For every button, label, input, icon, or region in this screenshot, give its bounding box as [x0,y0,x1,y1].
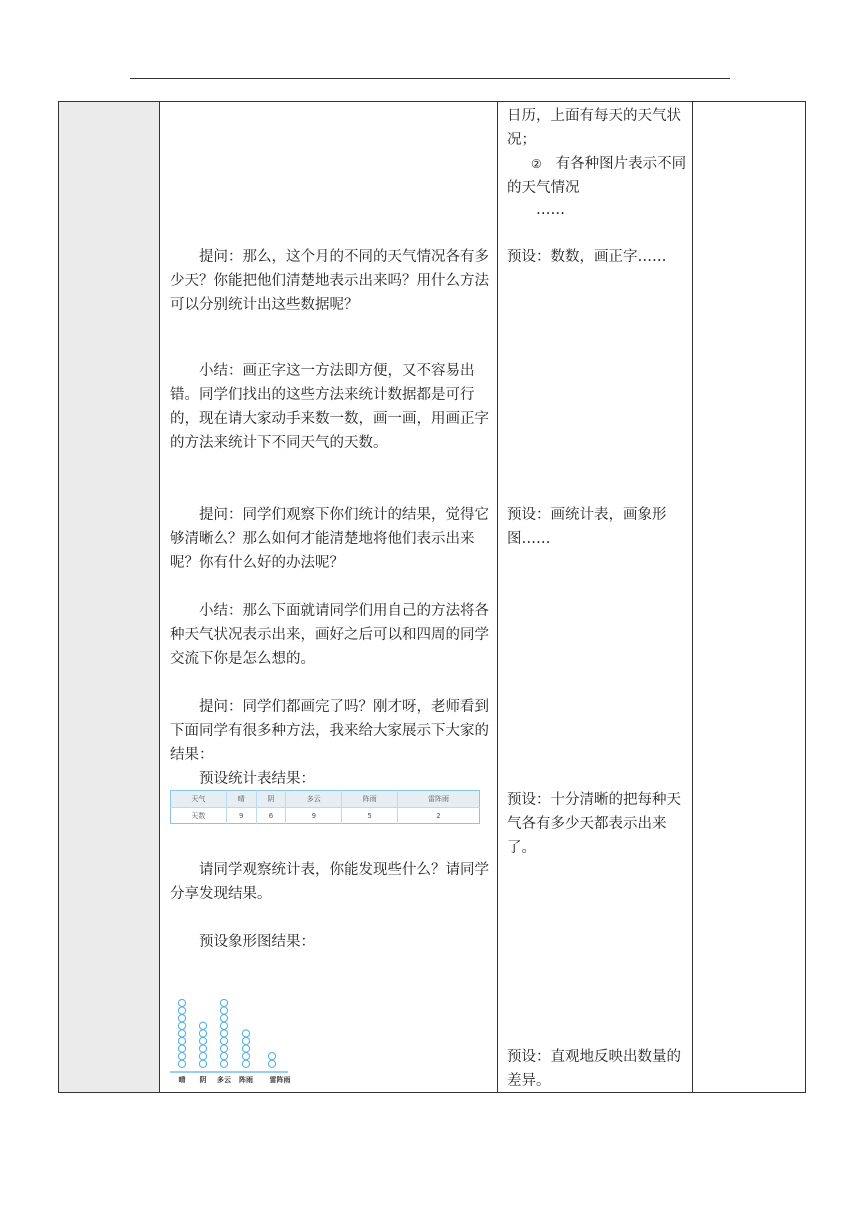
pictograph-circle-多云 [220,1015,227,1022]
table-result-intro: 预设统计表结果： [199,771,315,787]
stat-days-cell: 9 [226,808,256,824]
pictograph-circle-阴 [199,1030,206,1037]
stat-weather-cell: 晴 [226,791,256,808]
pictograph-circle-多云 [220,1022,227,1029]
answer-pictures-text: 有各种图片表示不同的天气情况 [507,156,687,196]
stat-row-header: 天气 [171,791,227,808]
column-notes [693,102,805,1092]
pictograph-intro: 预设象形图结果： [199,934,315,950]
pictograph-circle-晴 [178,999,185,1006]
pictograph-circle-晴 [178,1015,185,1022]
pictograph-chart [170,972,310,1092]
answer-intuitive-difference: 预设：直观地反映出数量的差异。 [507,1049,681,1089]
question-count-days: 提问：那么，这个月的不同的天气情况各有多少天？你能把他们清楚地表示出来吗？用什么方法可以分别统计出这些数据呢？ [170,249,489,313]
question-show-results: 提问：同学们都画完了吗？刚才呀，老师看到下面同学有很多种方法，我来给大家展示下大家的结果： [170,699,489,763]
pictograph-category-label: 多云 [217,1076,231,1084]
pictograph-circle-阴 [199,1045,206,1052]
stat-weather-cell: 雷阵雨 [398,791,480,808]
stat-header-row [171,791,480,808]
pictograph-circle-晴 [178,1060,185,1067]
pictograph-circle-阴 [199,1053,206,1060]
pictograph-circle-多云 [220,1060,227,1067]
pictograph-category-label: 阴 [199,1076,207,1084]
pictograph-circle-雷阵雨 [268,1060,275,1067]
pictograph-circle-晴 [178,1037,185,1044]
answer-clear-display: 预设：十分清晰的把每种天气各有多少天都表示出来了。 [507,792,681,856]
column-student-activity [498,102,693,1092]
pictograph-circle-多云 [220,1045,227,1052]
pictograph-category-label: 阵雨 [239,1076,253,1084]
pictograph-circle-阵雨 [242,1045,249,1052]
answer-ellipsis: …… [536,202,565,218]
stat-days-cell: 5 [342,808,398,824]
stat-weather-cell: 阴 [256,791,286,808]
pictograph-circle-阴 [199,1060,206,1067]
pictograph-circle-阵雨 [242,1037,249,1044]
pictograph-circle-雷阵雨 [268,1053,275,1060]
lesson-plan-table [58,101,806,1093]
pictograph-circle-阵雨 [242,1030,249,1037]
pictograph-circle-多云 [220,1030,227,1037]
pictograph-circle-晴 [178,1045,185,1052]
pictograph-circle-晴 [178,1022,185,1029]
pictograph-category-label: 晴 [178,1076,186,1084]
question-clearer-display: 提问：同学们观察下你们统计的结果，觉得它够清晰么？那么如何才能清楚地将他们表示出来呢？你有什么好的办法呢？ [170,507,489,571]
stat-days-cell: 2 [398,808,480,824]
answer-chart-pictograph: 预设：画统计表，画象形图…… [507,507,667,547]
pictograph-circle-阴 [199,1037,206,1044]
stat-weather-cell: 阵雨 [342,791,398,808]
summary-own-method: 小结：那么下面就请同学们用自己的方法将各种天气状况表示出来，画好之后可以和四周的同学交流下你是怎么想的。 [170,603,489,667]
answer-pictures [507,152,687,200]
circled-number-2: ② [531,157,542,171]
stat-days-cell: 9 [286,808,342,824]
stat-row-value-label: 天数 [171,808,227,824]
stat-value-row [171,808,480,824]
answer-calendar: 日历，上面有每天的天气状况； [507,108,681,148]
pictograph-circle-晴 [178,1007,185,1014]
pictograph-circle-阴 [199,1022,206,1029]
stat-days-cell: 6 [256,808,286,824]
pictograph-circle-多云 [220,1053,227,1060]
pictograph-circle-多云 [220,999,227,1006]
answer-count-tally: 预设：数数，画正字…… [507,249,667,265]
pictograph-circle-多云 [220,1037,227,1044]
pictograph-circle-多云 [220,1007,227,1014]
pictograph-circle-晴 [178,1030,185,1037]
pictograph-category-label: 雷阵雨 [269,1076,291,1084]
header-rule [130,78,730,79]
pictograph-circle-阵雨 [242,1060,249,1067]
pictograph-circle-晴 [178,1053,185,1060]
summary-tally-method: 小结：画正字这一方法即方便，又不容易出错。同学们找出的这些方法来统计数据都是可行的，现在请大家动手来数一数，画一画，用画正字的方法来统计下不同天气的天数。 [170,363,489,451]
column-stage [59,102,160,1092]
column-teacher-activity [160,102,498,1092]
observe-table-prompt: 请同学观察统计表，你能发现些什么？请同学分享发现结果。 [170,862,489,902]
stat-weather-cell: 多云 [286,791,342,808]
pictograph-circle-阵雨 [242,1053,249,1060]
statistics-table [170,790,482,824]
